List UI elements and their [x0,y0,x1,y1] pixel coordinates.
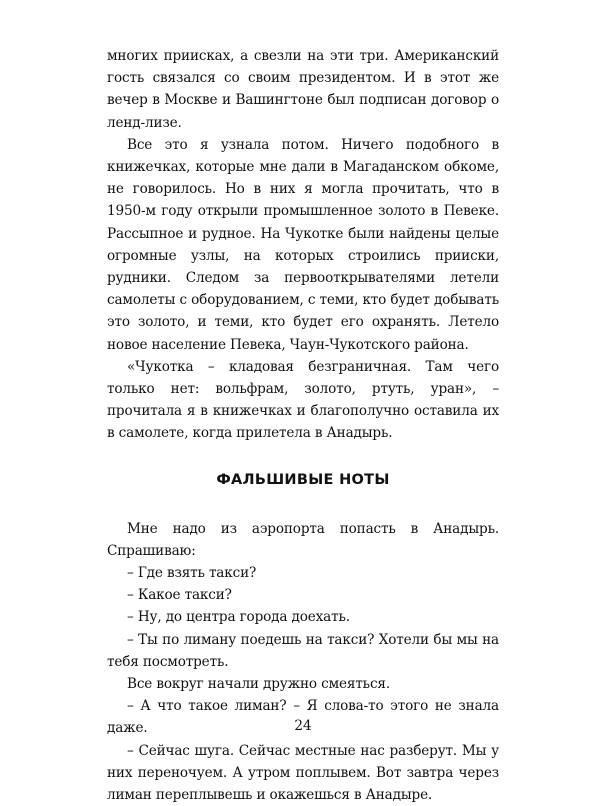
dialogue-line: – Ты по лиману поедешь на такси? Хотели бы мы на тебя посмотреть. [107,631,499,670]
dialogue-line: – Где взять такси? [127,565,257,582]
dialogue-line: – Какое такси? [127,587,232,604]
dialogue-line: – Сейчас шуга. Сейчас местные нас разберут. Мы у них переночуем. А утром поплывем. Вот завтра через лиман переплывешь и окажешься в Анадыре. [107,742,499,804]
text-block-before [107,45,499,445]
text-block-after [107,518,499,806]
paragraph: Все вокруг начали дружно смеяться. [127,676,390,693]
paragraph: «Чукотка – кладовая безграничная. Там чего только нет: вольфрам, золото, ртуть, уран», – прочитала я в книжечках и благополучно оставила их в самолете, когда прилетела в Анадырь. [107,358,499,442]
dialogue-line: – А что такое лиман? – Я слова-то этого не знала даже. [107,698,499,737]
dialogue-line: – Ну, до центра города доехать. [127,609,350,626]
paragraph: многих приисках, а свезли на эти три. Американский гость связался со своим президентом. И в этот же вечер в Москве и Вашингтоне был подписан договор о ленд-лизе. [107,48,499,131]
paragraph: Мне надо из аэропорта попасть в Анадырь. Спрашиваю: [107,520,499,559]
book-page [107,45,499,804]
paragraph: Все это я узнала потом. Ничего подобного в книжечках, которые мне дали в Магаданском обкоме, не говорилось. Но в них я могла прочитать, что в 1950-м году открыли промышленное золото в Певеке. Рассыпное и рудное. На Чукотке были найдены целые огромные узлы, на которых строились прииски, рудники. Следом за первооткрывателями летели самолеты с оборудованием, с теми, кто будет добывать это золото, и теми, кто будет его охранять. Летело новое население Певека, Чаун-Чукотского района. [107,136,499,353]
page-number: 24 [294,718,312,734]
section-heading: ФАЛЬШИВЫЕ НОТЫ [216,471,390,488]
